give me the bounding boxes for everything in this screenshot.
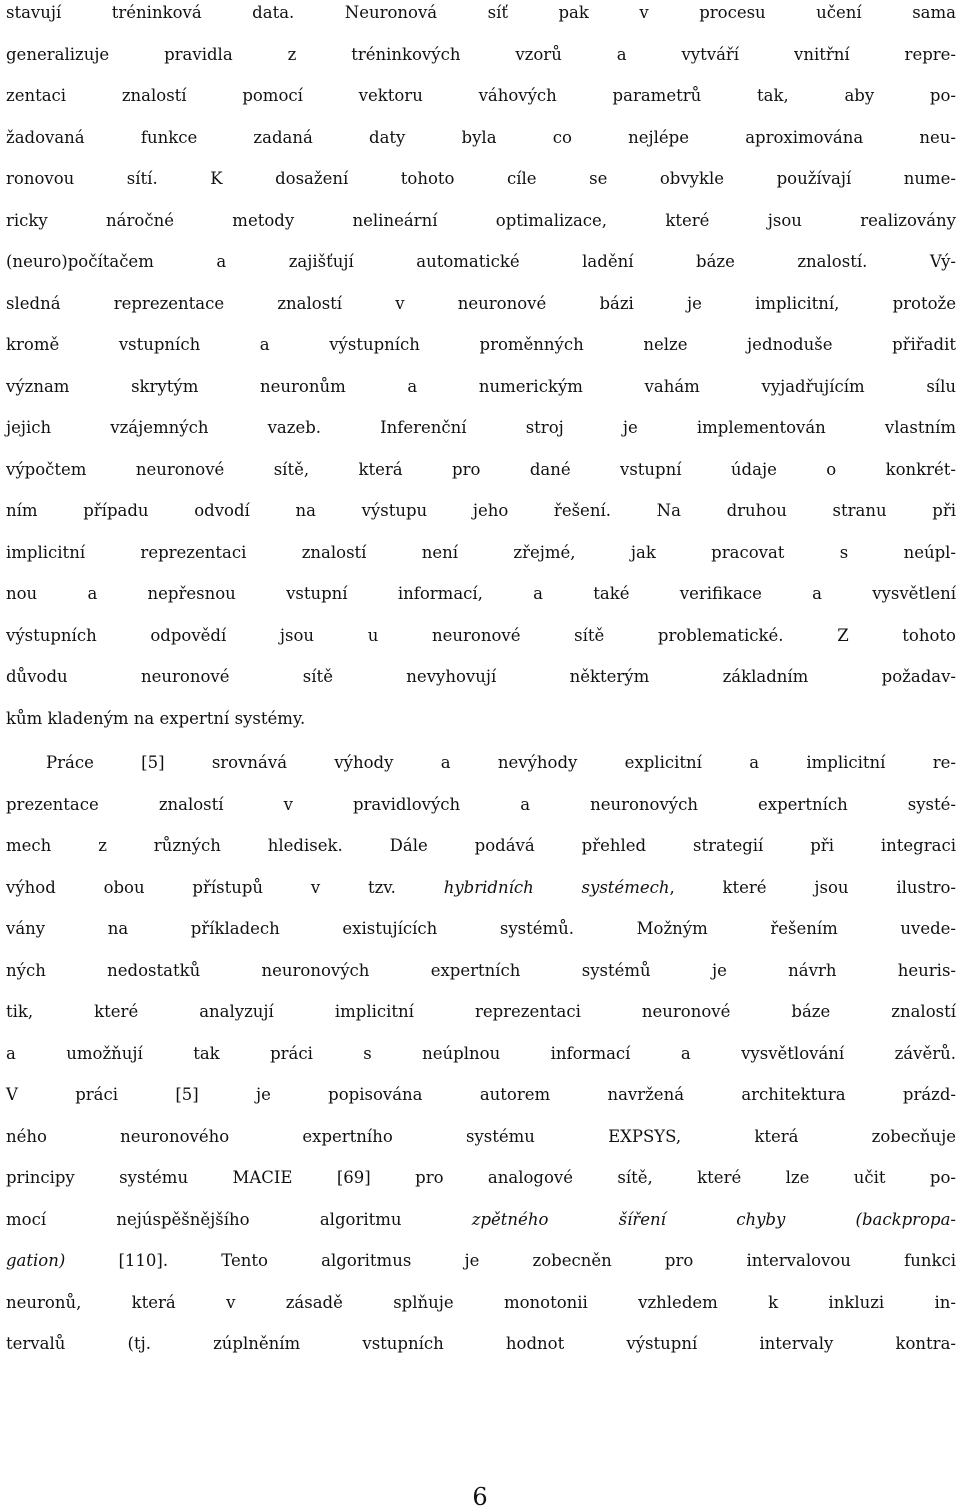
text-line: ricky náročné metody nelineární optimalizace, které jsou realizovány: [6, 210, 956, 230]
page-body: [6, 0, 956, 1365]
text-line: stavují tréninková data. Neuronová síť pak v procesu učení sama: [6, 3, 956, 22]
text-line: výstupních odpovědí jsou u neuronové sítě problematické. Z tohoto: [6, 625, 956, 645]
text-line: ronovou sítí. K dosažení tohoto cíle se obvykle používají nume-: [6, 169, 956, 188]
text-line: důvodu neuronové sítě nevyhovují některým základním požadav-: [6, 667, 956, 686]
text-line: kům kladeným na expertní systémy.: [6, 708, 306, 728]
text-line: [6, 1199, 956, 1241]
text-line: implicitní reprezentaci znalostí není zřejmé, jak pracovat s neúpl-: [6, 542, 956, 562]
text-run: mocí nejúspěšnějšího algoritmu: [6, 1209, 472, 1229]
text-line: Práce [5] srovnává výhody a nevýhody explicitní a implicitní re-: [46, 753, 956, 772]
text-line: kromě vstupních a výstupních proměnných nelze jednoduše přiřadit: [6, 335, 956, 354]
text-line: sledná reprezentace znalostí v neuronové bázi je implicitní, protože: [6, 293, 956, 313]
text-run: [110]. Tento algoritmus je zobecněn pro intervalovou funkci: [65, 1251, 956, 1270]
text-line: ných nedostatků neuronových expertních systémů je návrh heuris-: [6, 960, 956, 980]
text-line: význam skrytým neuronům a numerickým vahám vyjadřujícím sílu: [6, 376, 956, 396]
text-line: [6, 1240, 956, 1282]
text-line: tervalů (tj. zúplněním vstupních hodnot výstupní intervaly kontra-: [6, 1334, 956, 1353]
text-line: tik, které analyzují implicitní reprezentaci neuronové báze znalostí: [6, 1002, 956, 1021]
text-line: výpočtem neuronové sítě, která pro dané vstupní údaje o konkrét-: [6, 459, 956, 479]
text-line: principy systému MACIE [69] pro analogové sítě, které lze učit po-: [6, 1168, 956, 1187]
emphasized-term: hybridních systémech: [443, 877, 670, 897]
text-line: a umožňují tak práci s neúplnou informací a vysvětlování závěrů.: [6, 1043, 956, 1063]
text-line: V práci [5] je popisována autorem navržená architektura prázd-: [6, 1085, 956, 1104]
text-line: (neuro)počítačem a zajišťují automatické ladění báze znalostí. Vý-: [6, 252, 956, 271]
text-run: výhod obou přístupů v tzv.: [6, 877, 444, 897]
text-line: ného neuronového expertního systému EXPSYS, která zobecňuje: [6, 1126, 956, 1146]
paragraph-2: [6, 742, 956, 1365]
emphasized-term: zpětného šíření chyby (backpropa-: [471, 1209, 956, 1229]
text-line: mech z různých hledisek. Dále podává přehled strategií při integraci: [6, 836, 956, 855]
text-line: ním případu odvodí na výstupu jeho řešení. Na druhou stranu při: [6, 501, 956, 520]
text-line: jejich vzájemných vazeb. Inferenční stroj je implementován vlastním: [6, 418, 956, 437]
text-line: zentaci znalostí pomocí vektoru váhových parametrů tak, aby po-: [6, 86, 956, 105]
page-number: 6: [472, 1483, 488, 1511]
text-line: nou a nepřesnou vstupní informací, a také verifikace a vysvětlení: [6, 584, 956, 603]
text-line: neuronů, která v zásadě splňuje monotonii vzhledem k inkluzi in-: [6, 1292, 956, 1312]
emphasized-term: gation): [6, 1251, 66, 1270]
text-line: generalizuje pravidla z tréninkových vzorů a vytváří vnitřní repre-: [6, 44, 956, 64]
text-line: [6, 867, 956, 909]
text-run: , které jsou ilustro-: [669, 877, 956, 897]
paragraph-1: [6, 0, 956, 739]
text-line: žadovaná funkce zadaná daty byla co nejlépe aproximována neu-: [6, 127, 956, 147]
text-line: prezentace znalostí v pravidlových a neuronových expertních systé-: [6, 794, 956, 814]
text-line: vány na příkladech existujících systémů. Možným řešením uvede-: [6, 919, 956, 938]
